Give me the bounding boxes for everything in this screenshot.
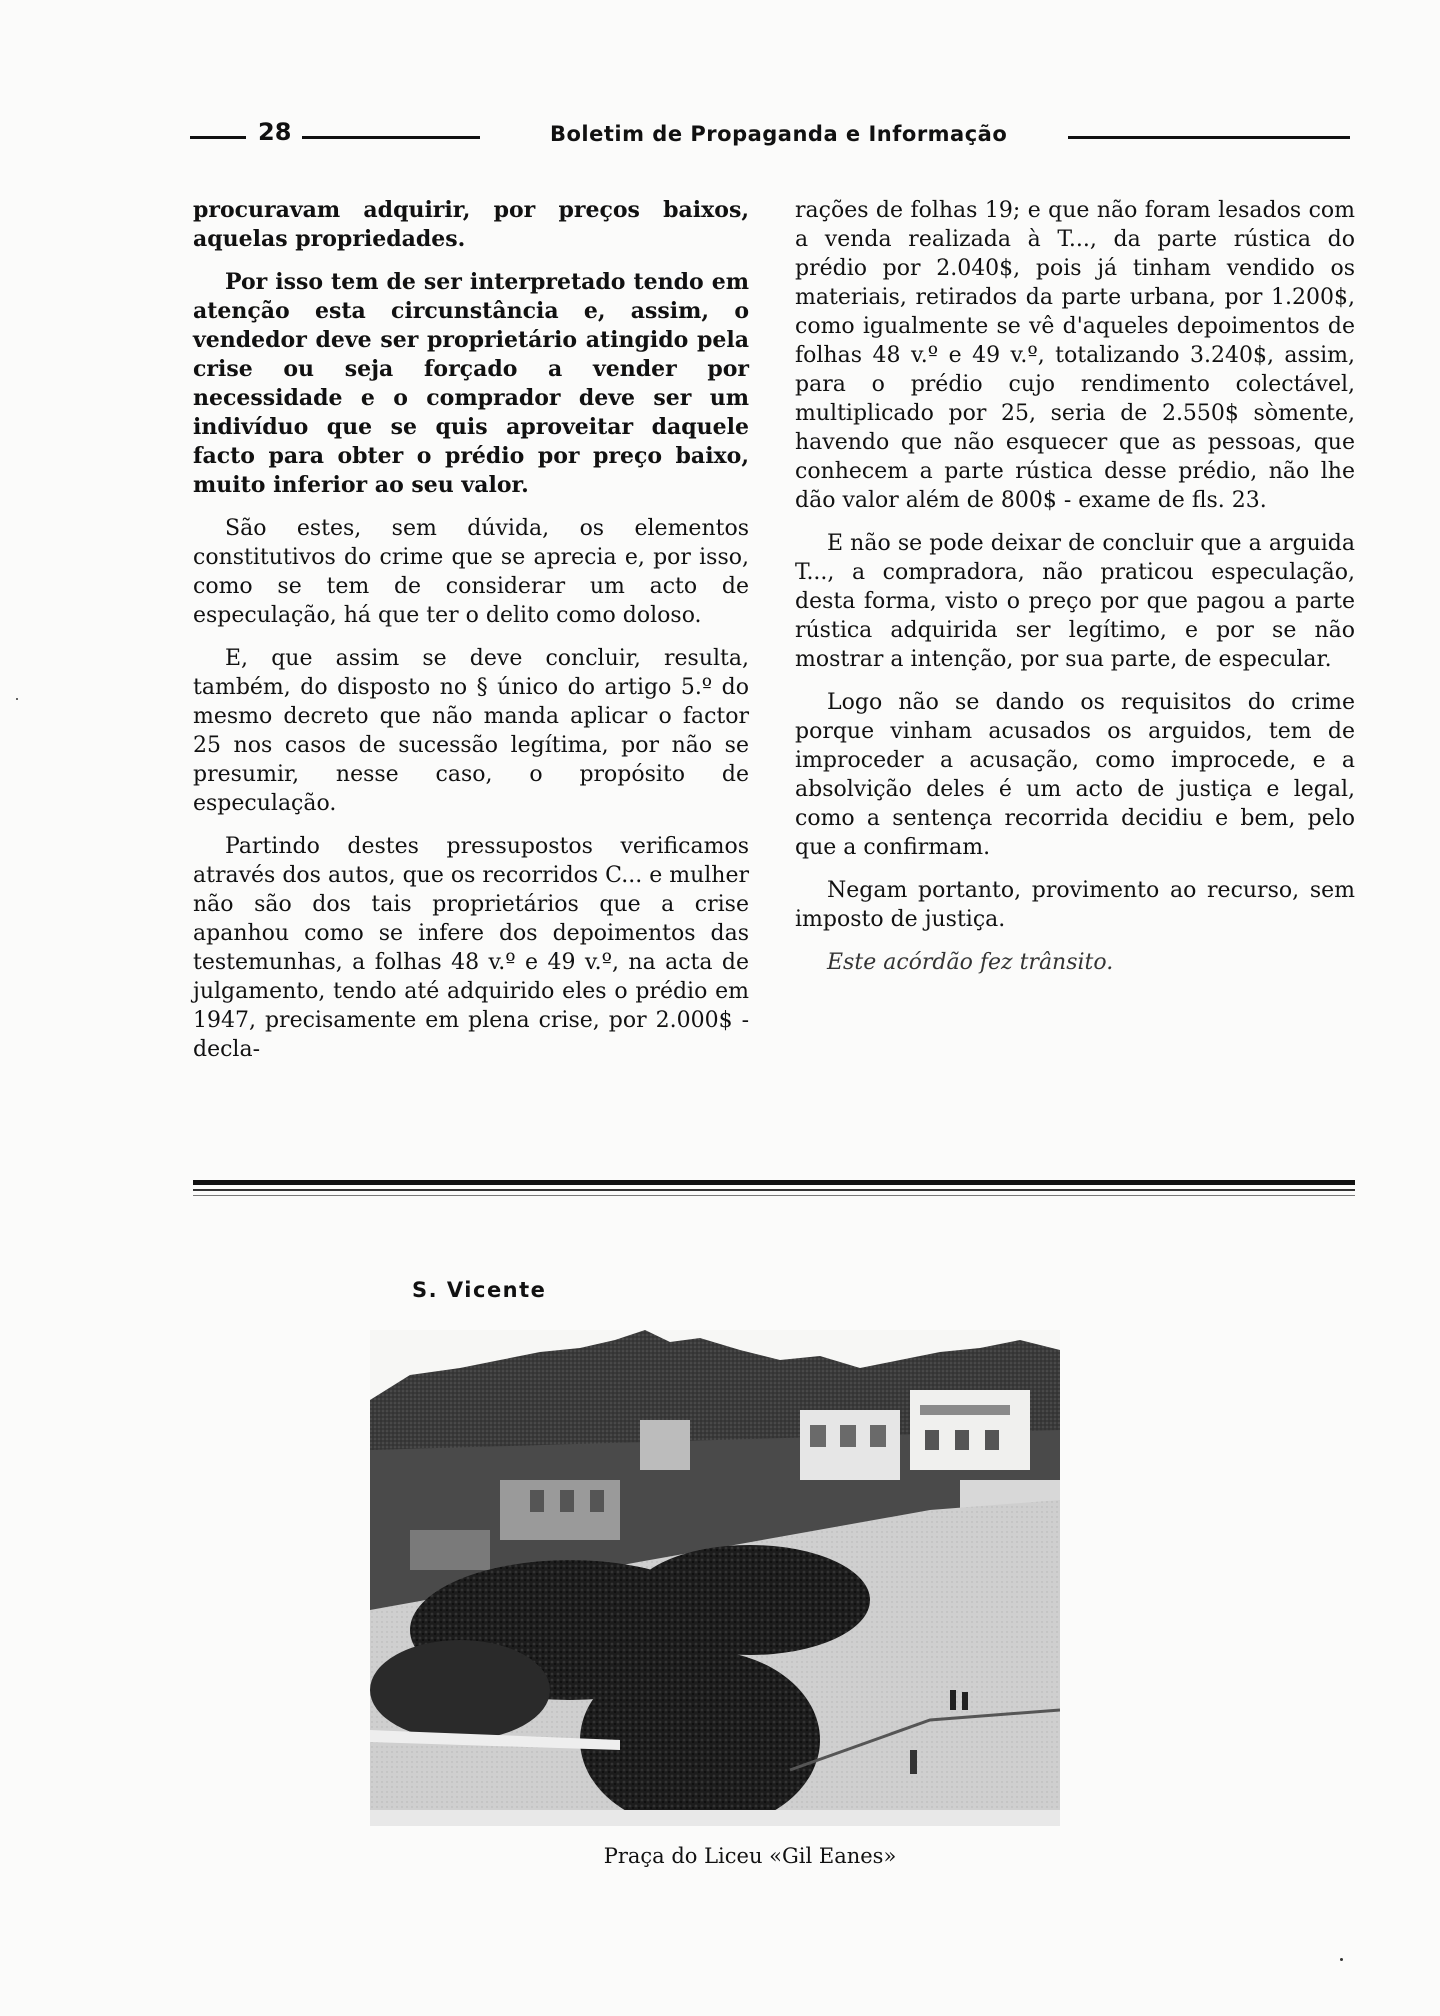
header-rule-right	[1068, 136, 1350, 139]
paragraph: São estes, sem dúvida, os elementos constitutivos do crime que se aprecia e, por isso, como se tem de considerar um acto de especulação, há que ter o delito como doloso.	[193, 516, 749, 628]
closing-note: Este acórdão fez trânsito.	[827, 950, 1114, 975]
paragraph: Partindo destes pressupostos verificamos através dos autos, que os recorridos C... e mulher não são dos tais proprietários que a crise apanhou como se infere dos depoimentos das testemunhas, a folhas 48 v.º e 49 v.º, na acta de julgamento, tendo até adquirido eles o prédio em 1947, precisamente em plena crise, por 2.000$ - decla-	[193, 834, 749, 1062]
scan-speck	[1340, 1958, 1343, 1961]
town-square-photo	[370, 1330, 1060, 1826]
paragraph: rações de folhas 19; e que não foram lesados com a venda realizada à T..., da parte rústica do prédio por 2.040$, pois já tinham vendido os materiais, retirados da parte urbana, por 1.200$, como igualmente se vê d'aqueles depoimentos de folhas 48 v.º e 49 v.º, totalizando 3.240$, assim, para o prédio cujo rendimento colectável, multiplicado por 25, seria de 2.550$ sòmente, havendo que não esquecer que as pessoas, que conhecem a parte rústica desse prédio, não lhe dão valor além de 800$ - exame de fls. 23.	[795, 198, 1355, 513]
divider-line-thin	[193, 1195, 1355, 1196]
header-rule-middle	[302, 136, 480, 139]
section-divider	[193, 1180, 1355, 1202]
running-title: Boletim de Propaganda e Informação	[550, 122, 1008, 146]
left-column	[193, 196, 749, 1078]
photo-caption-text: Praça do Liceu «Gil Eanes»	[603, 1844, 897, 1868]
paragraph: E não se pode deixar de concluir que a arguida T..., a compradora, não praticou especulação, desta forma, visto o preço por que pagou a parte rústica adquirida ser legítimo, e por se não mostrar a intenção, por sua parte, de especular.	[795, 531, 1355, 672]
running-header	[190, 118, 1350, 158]
divider-line-mid	[193, 1189, 1355, 1191]
paragraph: Negam portanto, provimento ao recurso, sem imposto de justiça.	[795, 878, 1355, 932]
header-rule-left	[190, 136, 246, 139]
paragraph: Logo não se dando os requisitos do crime porque vinham acusados os arguidos, tem de improceder a acusação, como improcede, e a absolvição deles é um acto de justiça e legal, como a sentença recorrida decidiu e bem, pelo que a confirmam.	[795, 690, 1355, 860]
divider-line-thick	[193, 1180, 1355, 1185]
paragraph: procuravam adquirir, por preços baixos, aquelas propriedades.	[193, 197, 749, 252]
right-column	[795, 196, 1355, 991]
photo-caption	[0, 1844, 1440, 1868]
paragraph: Por isso tem de ser interpretado tendo em atenção esta circunstância e, assim, o vendedor deve ser proprietário atingido pela crise ou seja forçado a vender por necessidade e o comprador deve ser um indivíduo que se quis aproveitar daquele facto para obter o prédio por preço baixo, muito inferior ao seu valor.	[193, 269, 749, 498]
paragraph: E, que assim se deve concluir, resulta, também, do disposto no § único do artigo 5.º do mesmo decreto que não manda aplicar o factor 25 nos casos de sucessão legítima, por não se presumir, nesse caso, o propósito de especulação.	[193, 646, 749, 816]
photo-place-label: S. Vicente	[412, 1278, 547, 1302]
scan-speck	[16, 698, 18, 700]
page-number: 28	[258, 118, 292, 146]
